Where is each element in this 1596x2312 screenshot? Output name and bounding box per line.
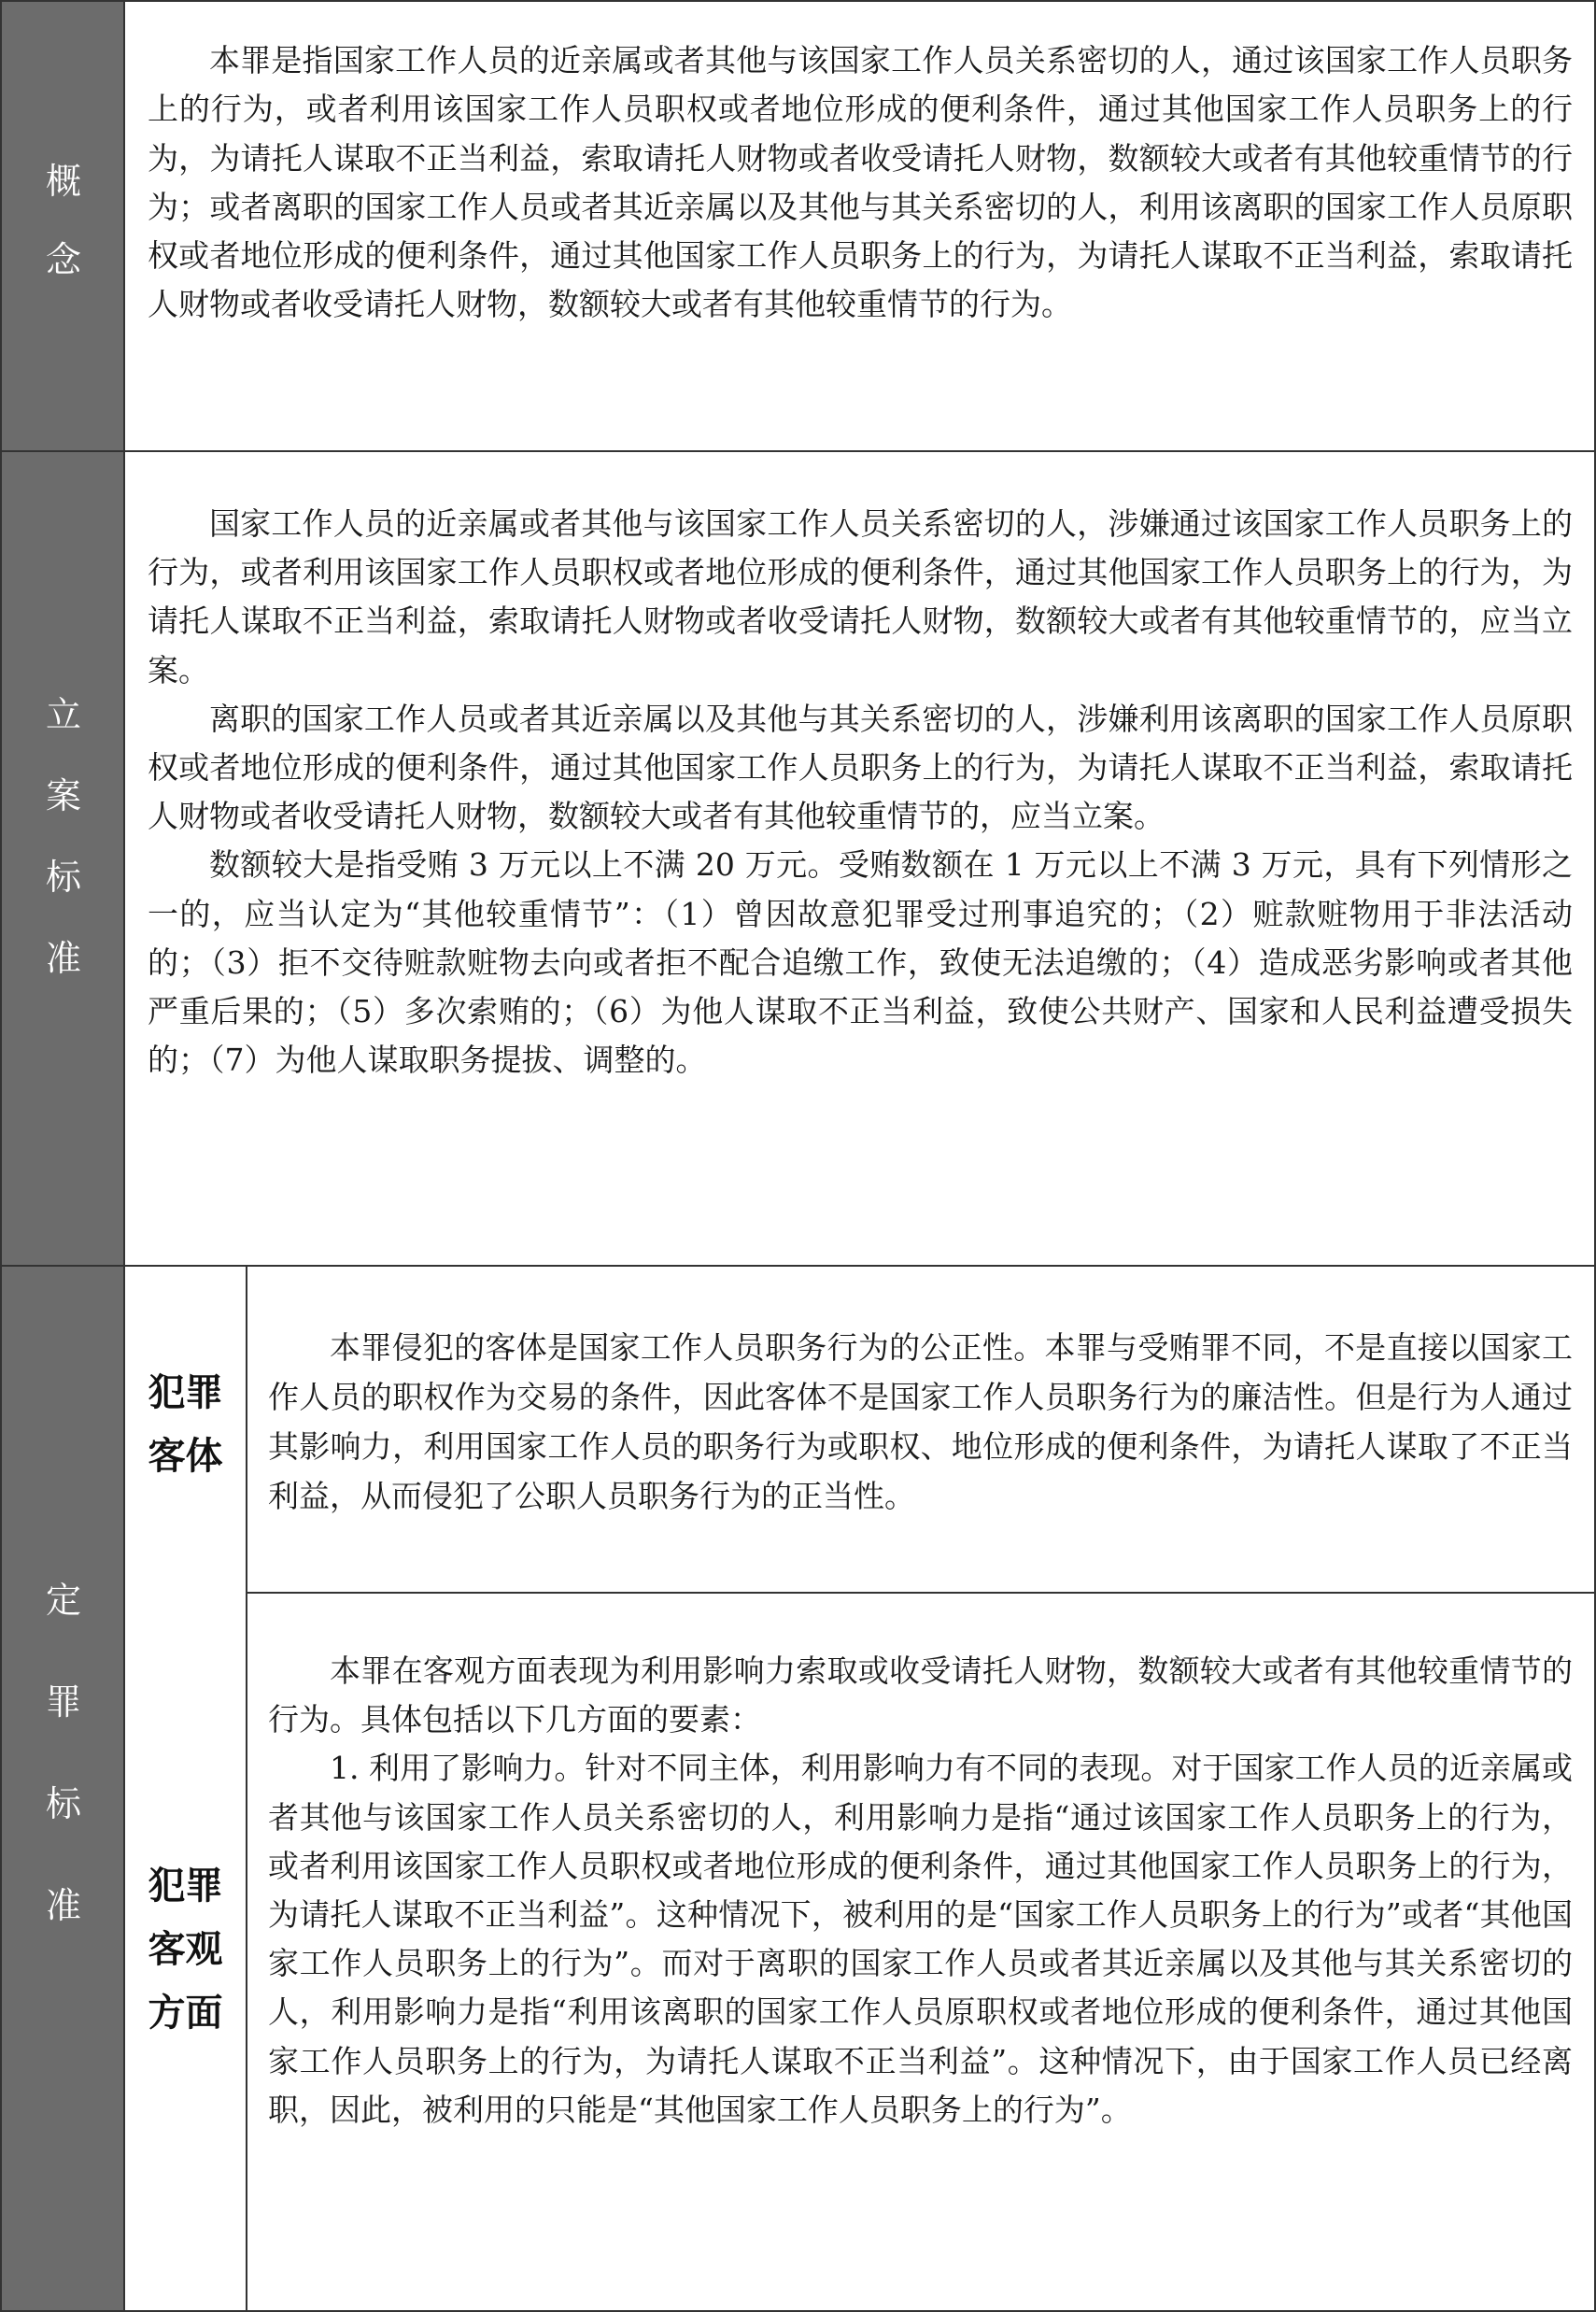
section-label-conviction-standard: 定 罪 标 准 bbox=[46, 1580, 82, 1926]
sub-label-divider bbox=[246, 1265, 247, 2312]
objective-paragraph-2: 1. 利用了影响力。针对不同主体，利用影响力有不同的表现。对于国家工作人员的近亲属或者其他与该国家工作人员关系密切的人，利用影响力是指“通过该国家工作人员职务上的行为，或者利用该国家工作人员职权或者地位形成的便利条件，通过其他国家工作人员职务上的行为，为请托人谋取不正当利益”。这种情况下，被利用的是“国家工作人员职务上的行为”或者“其他国家工作人员职务上的行为”。而对于离职的国家工作人员或者其近亲属以及其他与其关系密切的人，利用影响力是指“利用该离职的国家工作人员原职权或者地位形成的便利条件，通过其他国家工作人员职务上的行为，为请托人谋取不正当利益”。这种情况下，由于国家工作人员已经离职，因此，被利用的只能是“其他国家工作人员职务上的行为”。 bbox=[268, 1750, 1573, 2128]
row-divider-object bbox=[246, 1592, 1596, 1594]
row-divider-filing bbox=[0, 1265, 1596, 1267]
crime-object-paragraph: 本罪侵犯的客体是国家工作人员职务行为的公正性。本罪与受贿罪不同，不是直接以国家工作人员的职权作为交易的条件，因此客体不是国家工作人员职务行为的廉洁性。但是行为人通过其影响力，利用国家工作人员的职务行为或职权、地位形成的便利条件，为请托人谋取了不正当利益，从而侵犯了公职人员职务行为的正当性。 bbox=[268, 1329, 1573, 1514]
sub-label-crime-object: 犯罪 客体 bbox=[148, 1371, 223, 1478]
concept-text bbox=[148, 36, 1573, 330]
filing-paragraph-1: 国家工作人员的近亲属或者其他与该国家工作人员关系密切的人，涉嫌通过该国家工作人员职务上的行为，或者利用该国家工作人员职权或者地位形成的便利条件，通过其他国家工作人员职务上的行为，为请托人谋取不正当利益，索取请托人财物或者收受请托人财物，数额较大或者有其他较重情节的，应当立案。 bbox=[148, 505, 1573, 688]
row-divider-concept bbox=[0, 450, 1596, 452]
concept-paragraph: 本罪是指国家工作人员的近亲属或者其他与该国家工作人员关系密切的人，通过该国家工作人员职务上的行为，或者利用该国家工作人员职权或者地位形成的便利条件，通过其他国家工作人员职务上的行为，为请托人谋取不正当利益，索取请托人财物或者收受请托人财物，数额较大或者有其他较重情节的行为；或者离职的国家工作人员或者其近亲属以及其他与其关系密切的人，利用该离职的国家工作人员原职权或者地位形成的便利条件，通过其他国家工作人员职务上的行为，为请托人谋取不正当利益，索取请托人财物或者收受请托人财物，数额较大或者有其他较重情节的行为。 bbox=[148, 42, 1573, 323]
objective-aspect-text bbox=[268, 1647, 1573, 2135]
label-column bbox=[2, 2, 123, 2310]
filing-standard-text bbox=[148, 500, 1573, 1085]
section-label-concept: 概 念 bbox=[46, 161, 82, 280]
sub-label-objective-aspect: 犯罪 客观 方面 bbox=[148, 1865, 223, 2035]
filing-paragraph-3: 数额较大是指受贿 3 万元以上不满 20 万元。受贿数额在 1 万元以上不满 3 万元，具有下列情形之一的，应当认定为“其他较重情节”：（1）曾因故意犯罪受过刑事追究的；（2）赃款赃物用于非法活动的；（3）拒不交待赃款赃物去向或者拒不配合追缴工作，致使无法追缴的；（4）造成恶劣影响或者其他严重后果的；（5）多次索贿的；（6）为他人谋取不正当利益，致使公共财产、国家和人民利益遭受损失的；（7）为他人谋取职务提拔、调整的。 bbox=[148, 846, 1573, 1079]
crime-object-text bbox=[268, 1323, 1573, 1521]
objective-paragraph-1: 本罪在客观方面表现为利用影响力索取或收受请托人财物，数额较大或者有其他较重情节的行为。具体包括以下几方面的要素： bbox=[268, 1652, 1573, 1738]
section-label-filing-standard: 立 案 标 准 bbox=[46, 694, 82, 979]
filing-paragraph-2: 离职的国家工作人员或者其近亲属以及其他与其关系密切的人，涉嫌利用该离职的国家工作人员原职权或者地位形成的便利条件，通过其他国家工作人员职务上的行为，为请托人谋取不正当利益，索取请托人财物或者收受请托人财物，数额较大或者有其他较重情节的，应当立案。 bbox=[148, 700, 1573, 835]
